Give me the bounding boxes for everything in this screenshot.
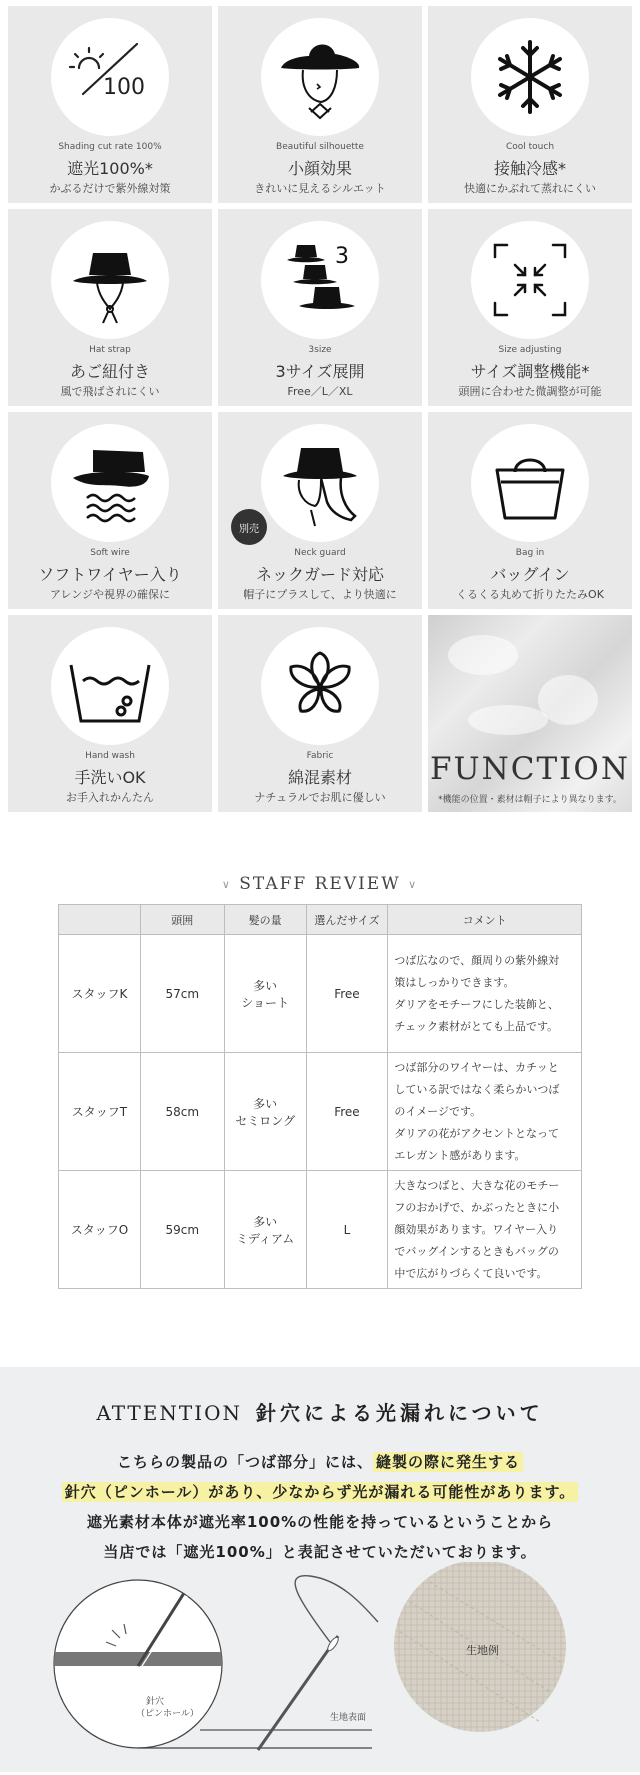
neck-guard-icon (275, 438, 365, 528)
feature-en-label: Beautiful silhouette (276, 142, 364, 152)
feature-icon-circle (51, 627, 169, 745)
hair-volume: 多い (253, 978, 278, 993)
feature-en-label: Neck guard (294, 548, 346, 558)
feature-description: アレンジや視界の確保に (49, 588, 170, 601)
highlighted-text: 針穴（ピンホール）があり、少なからず光が漏れる可能性があります。 (62, 1482, 579, 1502)
pinhole-label: 針穴 (146, 1697, 165, 1707)
feature-shading (8, 6, 212, 203)
comment-line: ダリアをモチーフにした装飾と、 (394, 997, 559, 1011)
function-title: FUNCTION (430, 751, 630, 787)
comment-line: つば部分のワイヤーは、カチッと (394, 1060, 559, 1074)
staff-comment (388, 1171, 582, 1289)
staff-review-table (58, 904, 582, 1289)
feature-description: お手入れかんたん (66, 791, 154, 804)
svg-text:100: 100 (103, 75, 145, 100)
feature-icon-circle (51, 18, 169, 136)
table-header: 頭囲 (140, 905, 224, 935)
table-row (59, 935, 582, 1053)
comment-line: でバッグインするときもバッグの (394, 1244, 559, 1258)
feature-icon-circle (261, 18, 379, 136)
sold-separately-badge: 別売 (231, 509, 267, 545)
attention-text-line: 遮光素材本体が遮光率100%の性能を持っているということから (86, 1513, 554, 1531)
comment-line: ダリアの花がアクセントとなって (394, 1126, 560, 1140)
feature-jp-label: 接触冷感* (493, 159, 566, 178)
attention-title (0, 1397, 640, 1426)
feature-description: かぶるだけで紫外線対策 (49, 182, 171, 195)
feature-jp-label: 綿混素材 (287, 768, 352, 787)
chevron-down-icon: ∨ (408, 878, 419, 891)
table-header: コメント (388, 905, 582, 935)
feature-en-label: Fabric (306, 751, 334, 761)
feature-en-label: Shading cut rate 100% (58, 142, 162, 152)
feature-en-label: Bag in (515, 548, 545, 558)
feature-jp-label: バッグイン (490, 565, 570, 584)
sun-100-icon (65, 32, 155, 122)
hand-wash-icon (65, 641, 155, 731)
attention-title-jp: 針穴による光漏れについて (256, 1401, 544, 1425)
chosen-size: L (306, 1171, 388, 1289)
chosen-size: Free (306, 1053, 388, 1171)
fabric-sample-label: 生地例 (466, 1644, 499, 1657)
hair-amount (224, 935, 306, 1053)
cotton-icon (275, 641, 365, 731)
staff-review-label: STAFF REVIEW (239, 874, 401, 894)
feature-description: ナチュラルでお肌に優しい (254, 791, 386, 804)
feature-description: きれいに見えるシルエット (254, 182, 386, 195)
feature-grid (0, 0, 640, 812)
staff-review-title (0, 874, 640, 894)
comment-line: フのおかげで、かぶったときに小 (394, 1200, 560, 1214)
feature-icon-circle (471, 424, 589, 542)
feature-description: 頭囲に合わせた微調整が可能 (458, 385, 602, 398)
light-blob (468, 705, 548, 735)
feature-description: Free／L／XL (287, 385, 353, 398)
feature-jp-label: サイズ調整機能* (470, 362, 590, 381)
feature-en-label: 3size (308, 345, 332, 355)
feature-en-label: Cool touch (505, 142, 555, 152)
hat-strap-icon (65, 235, 155, 325)
hair-volume: 多い (253, 1214, 278, 1229)
feature-hat-strap (8, 209, 212, 406)
feature-jp-label: 3サイズ展開 (275, 362, 365, 381)
attention-text-line (0, 1451, 640, 1472)
table-header: 選んだサイズ (306, 905, 388, 935)
pinhole-label-sub: （ピンホール） (136, 1709, 199, 1719)
staff-name: スタッフK (59, 935, 141, 1053)
light-blob (448, 635, 518, 675)
hair-amount (224, 1053, 306, 1171)
comment-line: 顔効果があります。ワイヤー入り (394, 1222, 559, 1236)
hair-volume: 多い (253, 1096, 278, 1111)
fabric-surface-label: 生地表面 (330, 1713, 367, 1723)
head-size: 57cm (140, 935, 224, 1053)
svg-text:3: 3 (335, 244, 349, 269)
attention-text: こちらの製品の「つば部分」には、 (116, 1453, 373, 1471)
feature-jp-label: 小顔効果 (287, 159, 352, 178)
feature-size-adjusting (428, 209, 632, 406)
snowflake-icon (485, 32, 575, 122)
comment-line: 策はしっかりできます。 (394, 975, 515, 989)
head-size: 58cm (140, 1053, 224, 1171)
function-panel (428, 615, 632, 812)
comment-line: エレガント感があります。 (394, 1148, 526, 1162)
comment-line: チェック素材がとても上品です。 (394, 1019, 559, 1033)
hair-length: ショート (241, 995, 289, 1010)
hair-amount (224, 1171, 306, 1289)
hair-length: セミロング (235, 1113, 295, 1128)
attention-text-line: 当店では「遮光100%」と表記させていただいております。 (103, 1543, 537, 1561)
comment-line: つば広なので、顔周りの紫外線対 (394, 953, 560, 967)
table-row (59, 1053, 582, 1171)
feature-neck-guard (218, 412, 422, 609)
attention-title-en: ATTENTION (96, 1401, 243, 1425)
head-size: 59cm (140, 1171, 224, 1289)
pinhole-illustration (0, 1562, 640, 1772)
feature-jp-label: ネックガード対応 (255, 565, 384, 584)
bag-icon (485, 438, 575, 528)
feature-icon-circle (51, 221, 169, 339)
feature-description: 快適にかぶれて蒸れにくい (464, 182, 596, 195)
attention-text-line (0, 1481, 640, 1502)
feature-bag-in (428, 412, 632, 609)
feature-jp-label: ソフトワイヤー入り (38, 565, 182, 584)
feature-icon-circle (261, 221, 379, 339)
feature-hand-wash (8, 615, 212, 812)
feature-jp-label: あご紐付き (69, 362, 150, 381)
feature-icon-circle (471, 221, 589, 339)
feature-fabric (218, 615, 422, 812)
feature-en-label: Size adjusting (498, 345, 562, 355)
feature-cool-touch (428, 6, 632, 203)
soft-wire-icon (65, 438, 155, 528)
feature-description: 帽子にプラスして、より快適に (243, 588, 397, 601)
highlighted-text: 縫製の際に発生する (373, 1452, 523, 1472)
comment-line: のイメージです。 (394, 1104, 482, 1118)
needle-icon (200, 1576, 378, 1750)
table-header-row (59, 905, 582, 935)
face-hat-icon (275, 32, 365, 122)
feature-description: くるくる丸めて折りたたみOK (456, 588, 604, 601)
feature-icon-circle (51, 424, 169, 542)
comment-line: している訳ではなく柔らかいつば (394, 1082, 560, 1096)
hair-length: ミディアム (236, 1231, 295, 1246)
feature-icon-circle (261, 424, 379, 542)
table-row (59, 1171, 582, 1289)
three-hats-icon (275, 235, 365, 325)
chosen-size: Free (306, 935, 388, 1053)
attention-section (0, 1367, 640, 1772)
feature-en-label: Hat strap (89, 345, 131, 355)
magnifier-lens (50, 1574, 372, 1748)
feature-icon-circle (471, 18, 589, 136)
comment-line: 大きなつばと、大きな花のモチー (394, 1178, 560, 1192)
comment-line: 中で広がりづらくて良いです。 (394, 1266, 548, 1280)
table-header: 髪の量 (224, 905, 306, 935)
feature-3size (218, 209, 422, 406)
feature-icon-circle (261, 627, 379, 745)
resize-arrows-icon (485, 235, 575, 325)
staff-comment (388, 1053, 582, 1171)
table-header (59, 905, 141, 935)
feature-en-label: Hand wash (85, 751, 135, 761)
feature-description: 風で飛ばされにくい (60, 385, 160, 398)
feature-soft-wire (8, 412, 212, 609)
feature-jp-label: 遮光100%* (67, 159, 153, 178)
staff-name: スタッフT (59, 1053, 141, 1171)
staff-comment (388, 935, 582, 1053)
staff-name: スタッフO (59, 1171, 141, 1289)
feature-jp-label: 手洗いOK (74, 768, 146, 787)
chevron-down-icon: ∨ (221, 878, 232, 891)
function-note: *機能の位置・素材は帽子により異なります。 (438, 795, 622, 805)
feature-en-label: Soft wire (90, 548, 130, 558)
feature-silhouette (218, 6, 422, 203)
